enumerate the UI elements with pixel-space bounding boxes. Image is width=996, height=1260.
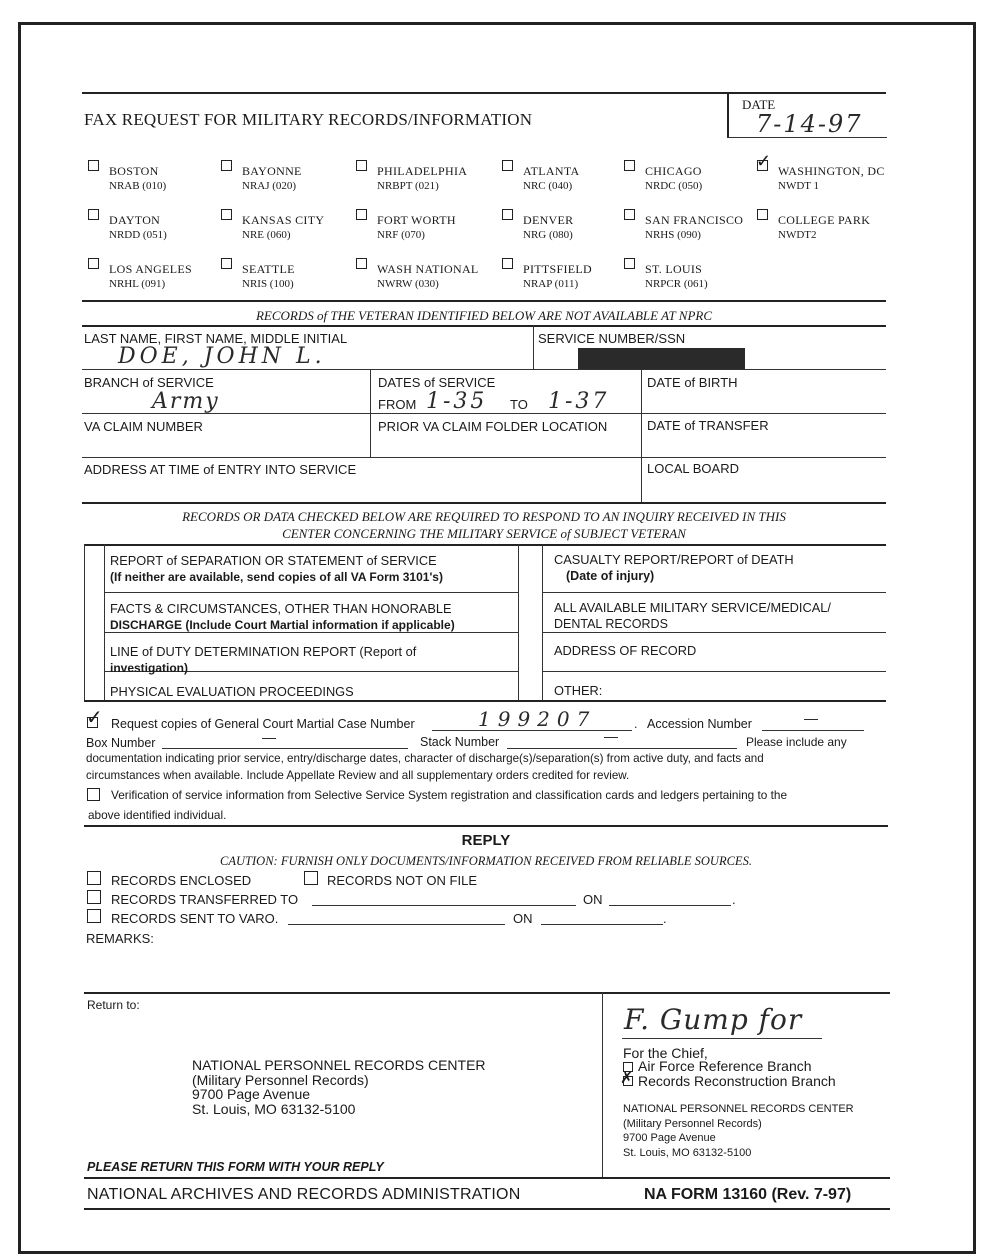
date-underline [727, 137, 887, 138]
office-code: NRF (070) [377, 229, 425, 241]
office-code: NRDC (050) [645, 180, 703, 192]
return-address-line: St. Louis, MO 63132-5100 [192, 1100, 356, 1117]
signature: F. Gump for [624, 1003, 803, 1036]
dates-label: DATES of SERVICE [378, 375, 496, 390]
return-to-label: Return to: [87, 998, 140, 1012]
records-reconstruction-label: Records Reconstruction Branch [638, 1073, 836, 1089]
veteran-top-rule [82, 325, 886, 327]
signature-line [622, 1038, 822, 1039]
office-name: BAYONNE [242, 164, 302, 178]
office-name: SAN FRANCISCO [645, 213, 744, 227]
stack-value[interactable]: — [604, 728, 618, 744]
office-checkbox[interactable] [624, 160, 635, 171]
office-checkbox[interactable] [624, 209, 635, 220]
para-tail: Please include any [746, 735, 847, 749]
branch-value[interactable]: Army [152, 389, 220, 414]
box-label: Box Number [86, 736, 156, 750]
records-top-rule [84, 544, 886, 546]
center-address-line: (Military Personnel Records) [623, 1117, 762, 1130]
office-name: ST. LOUIS [645, 262, 703, 276]
office-checkbox[interactable] [624, 258, 635, 269]
reply-top-rule [84, 825, 888, 827]
name-label: LAST NAME, FIRST NAME, MIDDLE INITIAL [84, 331, 348, 346]
row1-rule [82, 369, 886, 370]
records-reconstruction-check-mark: ✗ [620, 1068, 634, 1087]
records-item-left: FACTS & CIRCUMSTANCES, OTHER THAN HONORABLE [110, 601, 452, 616]
left-checkbox-cell[interactable] [86, 594, 102, 629]
date-transfer-label: DATE of TRANSFER [647, 418, 769, 433]
row2-rule [82, 413, 886, 414]
office-checkbox[interactable] [356, 209, 367, 220]
footer-top-rule [84, 1177, 890, 1179]
date-value[interactable]: 7-14-97 [756, 110, 863, 138]
stack-line [507, 748, 737, 749]
office-name: PHILADELPHIA [377, 164, 468, 178]
return-address-line: (Military Personnel Records) [192, 1071, 369, 1088]
period-transferred: . [732, 892, 736, 907]
accession-value[interactable]: — [804, 710, 818, 726]
transferred-on-label: ON [583, 892, 603, 907]
records-sent-checkbox[interactable] [87, 909, 101, 923]
from-value[interactable]: 1-35 [426, 389, 488, 414]
office-name: PITTSFIELD [523, 262, 592, 276]
to-label: TO [510, 397, 528, 412]
from-label: FROM [378, 397, 417, 412]
accession-label: Accession Number [647, 717, 752, 731]
office-code: NRAJ (020) [242, 180, 297, 192]
remarks-label: REMARKS: [86, 931, 154, 946]
reply-caution: CAUTION: FURNISH ONLY DOCUMENTS/INFORMATION RECEIVED FROM RELIABLE SOURCES. [220, 854, 752, 868]
office-checkbox[interactable] [221, 258, 232, 269]
office-code: NRG (080) [523, 229, 573, 241]
for-chief-label: For the Chief, [623, 1045, 708, 1061]
checklist-row-rule [542, 592, 886, 593]
name-value[interactable]: DOE, JOHN L. [118, 344, 326, 369]
center-address-line: St. Louis, MO 63132-5100 [623, 1146, 752, 1159]
office-name: DAYTON [109, 213, 161, 227]
redacted-ssn-bar [578, 348, 745, 369]
box-line [162, 748, 408, 749]
agency-name: NATIONAL ARCHIVES AND RECORDS ADMINISTRATION [87, 1186, 521, 1203]
records-item-left: LINE of DUTY DETERMINATION REPORT (Report of [110, 644, 417, 659]
row3-rule [82, 457, 886, 458]
office-name: ATLANTA [523, 164, 580, 178]
office-code: NRDD (051) [109, 229, 167, 241]
office-checkbox[interactable] [757, 209, 768, 220]
center-address [623, 1102, 854, 1160]
dob-label: DATE of BIRTH [647, 375, 738, 390]
office-code: NRE (060) [242, 229, 291, 241]
office-name: COLLEGE PARK [778, 213, 871, 227]
office-name: DENVER [523, 213, 574, 227]
branch-label: BRANCH of SERVICE [84, 375, 214, 390]
period-after-case: . [634, 717, 638, 731]
records-item-right: CASUALTY REPORT/REPORT of DEATH [554, 552, 794, 567]
office-checkbox[interactable] [502, 160, 513, 171]
verification-line2: above identified individual. [88, 808, 227, 822]
service-number-label: SERVICE NUMBER/SSN [538, 331, 686, 346]
office-code: NWDT2 [778, 229, 817, 241]
office-name: WASH NATIONAL [377, 262, 479, 276]
page-border [18, 22, 976, 1254]
sent-on-label: ON [513, 911, 533, 926]
office-code: NWDT 1 [778, 180, 820, 192]
stack-label: Stack Number [420, 735, 500, 749]
office-checkbox[interactable] [221, 209, 232, 220]
checklist-checkcol-divider [104, 544, 105, 700]
office-name: KANSAS CITY [242, 213, 325, 227]
accession-line [762, 730, 864, 731]
va-claim-label: VA CLAIM NUMBER [84, 419, 203, 434]
prior-va-label: PRIOR VA CLAIM FOLDER LOCATION [378, 419, 608, 434]
office-checkbox[interactable] [502, 209, 513, 220]
date-label: DATE [742, 97, 776, 112]
records-transferred-label: RECORDS TRANSFERRED TO [111, 892, 299, 907]
para-line2: documentation indicating prior service, entry/discharge dates, character of discharge(s)/separation(s) from active duty, and facts and [86, 752, 764, 765]
right-checkbox-cell[interactable] [520, 546, 540, 590]
sent-to-line[interactable] [288, 924, 505, 925]
date-divider [727, 92, 729, 138]
records-title-line2: CENTER CONCERNING THE MILITARY SERVICE of SUBJECT VETERAN [282, 526, 686, 541]
records-item-left-note: investigation) [110, 661, 189, 675]
verification-checkbox[interactable] [87, 788, 100, 801]
records-item-right: ALL AVAILABLE MILITARY SERVICE/MEDICAL/ [554, 600, 831, 615]
name-divider [533, 325, 534, 369]
office-code: NRAB (010) [109, 180, 167, 192]
office-code: NRPCR (061) [645, 278, 708, 290]
checklist-row-rule [104, 592, 518, 593]
form-number: NA FORM 13160 (Rev. 7-97) [644, 1186, 852, 1203]
office-code: NRC (040) [523, 180, 573, 192]
records-not-on-file-checkbox[interactable] [304, 871, 318, 885]
office-name: LOS ANGELES [109, 262, 192, 276]
left-checkbox-cell[interactable] [86, 546, 102, 590]
center-address-line: 9700 Page Avenue [623, 1132, 716, 1144]
office-checkbox[interactable] [221, 160, 232, 171]
records-item-left-note: (If neither are available, send copies of all VA Form 3101's) [110, 570, 443, 584]
right-checkbox-cell[interactable] [520, 637, 540, 669]
local-board-label: LOCAL BOARD [647, 461, 739, 476]
office-name: FORT WORTH [377, 213, 456, 227]
office-code: NWRW (030) [377, 278, 439, 290]
office-checkbox[interactable] [88, 209, 99, 220]
records-item-right: ADDRESS OF RECORD [554, 643, 697, 658]
records-enclosed-label: RECORDS ENCLOSED [111, 873, 252, 888]
signature-divider [602, 992, 603, 1177]
records-not-on-file-label: RECORDS NOT ON FILE [327, 873, 478, 888]
records-item-right-note: DENTAL RECORDS [554, 617, 668, 631]
left-checkbox-cell[interactable] [86, 677, 102, 698]
office-checkbox[interactable] [88, 160, 99, 171]
records-sent-label: RECORDS SENT TO VARO. [111, 911, 279, 926]
office-code: NRHS (090) [645, 229, 701, 241]
verification-line1: Verification of service information from Selective Service System registration and classification cards and ledgers pertaining to the [111, 788, 788, 802]
records-item-left: PHYSICAL EVALUATION PROCEEDINGS [110, 684, 354, 699]
office-name: SEATTLE [242, 262, 295, 276]
return-address-line: NATIONAL PERSONNEL RECORDS CENTER [192, 1057, 486, 1073]
checklist-row-rule [542, 632, 886, 633]
right-checkbox-cell[interactable] [520, 594, 540, 629]
records-item-right-note: (Date of injury) [566, 569, 655, 583]
records-enclosed-checkbox[interactable] [87, 871, 101, 885]
to-value[interactable]: 1-37 [548, 389, 610, 414]
records-item-left-note: DISCHARGE (Include Court Martial information if applicable) [110, 618, 455, 632]
court-martial-check-mark: ✓ [86, 705, 103, 729]
return-address-line: 9700 Page Avenue [192, 1086, 311, 1102]
office-code: NRIS (100) [242, 278, 294, 290]
records-bottom-rule [84, 700, 886, 702]
office-name: CHICAGO [645, 164, 702, 178]
return-address [192, 1058, 486, 1116]
sent-on-line[interactable] [541, 924, 663, 925]
office-checkbox[interactable] [356, 258, 367, 269]
veteran-bottom-rule [82, 502, 886, 504]
veteran-section-title: RECORDS of THE VETERAN IDENTIFIED BELOW ARE NOT AVAILABLE AT NPRC [255, 308, 713, 323]
checklist-left-edge [84, 544, 85, 700]
records-title-line1: RECORDS OR DATA CHECKED BELOW ARE REQUIRED TO RESPOND TO AN INQUIRY RECEIVED IN THIS [182, 509, 786, 524]
return-top-rule [84, 992, 890, 994]
office-checkbox[interactable] [356, 160, 367, 171]
checklist-row-rule [104, 632, 518, 633]
right-checkbox-cell[interactable] [520, 677, 540, 698]
records-transferred-checkbox[interactable] [87, 890, 101, 904]
case-number-value[interactable]: 199207 [478, 707, 597, 731]
box-value[interactable]: — [262, 729, 276, 745]
office-check-mark: ✓ [756, 151, 772, 172]
center-address-line: NATIONAL PERSONNEL RECORDS CENTER [623, 1103, 854, 1115]
dob-divider [641, 369, 642, 502]
para-line3: circumstances when available. Include Appellate Review and all supplementary orders credited for review. [86, 769, 630, 782]
air-force-branch-label: Air Force Reference Branch [638, 1058, 812, 1074]
office-name: BOSTON [109, 164, 159, 178]
period-sent: . [663, 911, 667, 926]
court-martial-label: Request copies of General Court Martial Case Number [111, 717, 415, 731]
transferred-on-line[interactable] [609, 905, 731, 906]
office-checkbox[interactable] [88, 258, 99, 269]
address-entry-label: ADDRESS AT TIME of ENTRY INTO SERVICE [84, 462, 357, 477]
office-code: NRBPT (021) [377, 180, 439, 192]
please-return-note: PLEASE RETURN THIS FORM WITH YOUR REPLY [87, 1160, 384, 1174]
office-checkbox[interactable] [502, 258, 513, 269]
office-name: WASHINGTON, DC [778, 164, 885, 178]
left-checkbox-cell[interactable] [86, 637, 102, 669]
offices-bottom-rule [82, 300, 886, 302]
records-item-left: REPORT of SEPARATION OR STATEMENT of SERVICE [110, 553, 437, 568]
form-title: FAX REQUEST FOR MILITARY RECORDS/INFORMATION [84, 110, 533, 129]
checklist-middle-divider [518, 544, 519, 700]
header-top-rule [82, 92, 886, 94]
office-code: NRAP (011) [523, 278, 579, 290]
checklist-row-rule [542, 671, 886, 672]
records-item-right: OTHER: [554, 683, 603, 698]
footer-bottom-rule [84, 1208, 890, 1210]
reply-title: REPLY [461, 832, 511, 849]
checklist-right-checkcol-divider [542, 544, 543, 700]
transferred-to-line[interactable] [312, 905, 576, 906]
office-code: NRHL (091) [109, 278, 166, 290]
